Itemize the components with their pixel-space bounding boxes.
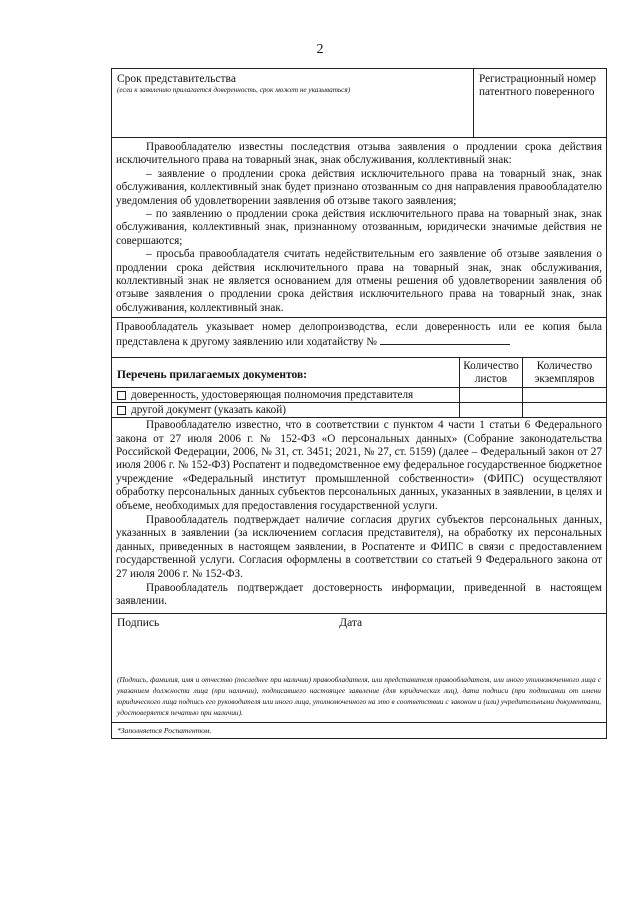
- representation-term-cell[interactable]: [112, 69, 473, 137]
- document-row: [112, 387, 606, 402]
- signature-label: Подпись: [117, 616, 160, 629]
- accuracy-confirmation: Правообладатель подтверждает достоверность информации, приведенной в настоящем заявлении.: [116, 581, 602, 608]
- documents-table-header: [112, 357, 606, 387]
- document-row: [112, 402, 606, 417]
- copies-cell[interactable]: [522, 388, 606, 402]
- personal-data-notice: Правообладателю известно, что в соответствии с пунктом 4 части 1 статьи 6 Федерального закона от 27 июля 2006 г. № 152-ФЗ «О персональных данных» (Собрание законодательства Российской Федерации, 2006, № 31, ст. 3451; 2021, № 27, ст. 5159) (далее – Федеральный закон от 27 июля 2006 г. № 152-ФЗ) Роспатент и подведомственное ему федеральное государственное бюджетное учреждение «Федеральный институт промышленной собственности» (ФИПС) осуществляют обработку персональных данных субъектов персональных данных, указанных в заявлении, в целях и объеме, необходимых для предоставления государственной услуги.: [116, 419, 602, 512]
- document-label: доверенность, удостоверяющая полномочия представителя: [131, 389, 414, 402]
- signature-note: (Подпись, фамилия, имя и отчество (последнее при наличии) правообладателя, или представителя правообладателя, или иного уполномоченного лица с указанием должности лица (при наличии), подписавшего настоящее заявление (для юридических лиц), дата подписи (при подписании от имени юридического лица подпись его руководителя или иного лица, уполномоченного на это в соответствии с законом и (или) учредительными документами, удостоверяется печатью при наличии).: [117, 674, 601, 717]
- consequence-item: – заявление о продлении срока действия исключительного права на товарный знак, знак обслуживания, коллективный знак будет признано отозванным со дня направления правообладателю уведомления об удовлетворении заявления об отзыве такого заявления;: [116, 167, 602, 207]
- document-label: другой документ (указать какой): [131, 404, 286, 417]
- signature-block: [112, 613, 606, 722]
- attorney-reg-number-label: Регистрационный номер патентного поверенного: [479, 73, 597, 99]
- consequences-block: [112, 137, 606, 317]
- checkbox[interactable]: [117, 391, 126, 400]
- case-number-block: [112, 317, 606, 357]
- page-number: 2: [316, 42, 324, 57]
- col-copies-header: Количество экземпляров: [522, 358, 606, 387]
- personal-data-consent: Правообладатель подтверждает наличие согласия других субъектов персональных данных, указанных в заявлении (за исключением согласия представителя), на обработку их персональных данных, приведенных в настоящем заявлении, в Роспатенте и ФИПС в связи с предоставлением государственной услуги. Согласия оформлены в соответствии со статьей 9 Федерального закона от 27 июля 2006 г. № 152-ФЗ.: [116, 513, 602, 580]
- consequence-item: – просьба правообладателя считать недействительным его заявление об отзыве заявления о продлении срока действия исключительного права на товарный знак, знак обслуживания, коллективный знак не является основанием для отмены решения об удовлетворении заявления об отзыве заявления о продлении срока действия исключительного права на товарный знак, знак обслуживания, коллективный знак.: [116, 248, 602, 314]
- copies-cell[interactable]: [522, 403, 606, 417]
- footnote: *Заполняется Роспатентом.: [112, 722, 606, 738]
- representation-term-note: (если к заявлению прилагается доверенность, срок может не указываться): [117, 86, 351, 94]
- representation-term-title: Срок представительства: [117, 73, 236, 85]
- documents-header: Перечень прилагаемых документов:: [117, 369, 307, 382]
- sheets-cell[interactable]: [459, 403, 522, 417]
- consequence-item: – по заявлению о продлении срока действия исключительного права на товарный знак, знак обслуживания, коллективный знак, признанному отозванным, юридически значимые действия не совершаются;: [116, 208, 602, 247]
- attorney-reg-number-cell[interactable]: [473, 69, 606, 137]
- consequences-intro: Правообладателю известны последствия отзыва заявления о продлении срока действия исключительного права на товарный знак, знак обслуживания, коллективный знак:: [116, 141, 602, 167]
- case-number-text: Правообладатель указывает номер делопроизводства, если доверенность или ее копия была представлена к другому заявлению или ходатайству №: [116, 321, 602, 348]
- col-sheets-header: Количество листов: [459, 358, 522, 387]
- personal-data-block: [112, 417, 606, 613]
- representation-term-row: [112, 69, 606, 137]
- application-form: [111, 68, 607, 739]
- sheets-cell[interactable]: [459, 388, 522, 402]
- date-label: Дата: [339, 616, 363, 629]
- checkbox[interactable]: [117, 406, 126, 415]
- case-number-field[interactable]: [380, 335, 510, 345]
